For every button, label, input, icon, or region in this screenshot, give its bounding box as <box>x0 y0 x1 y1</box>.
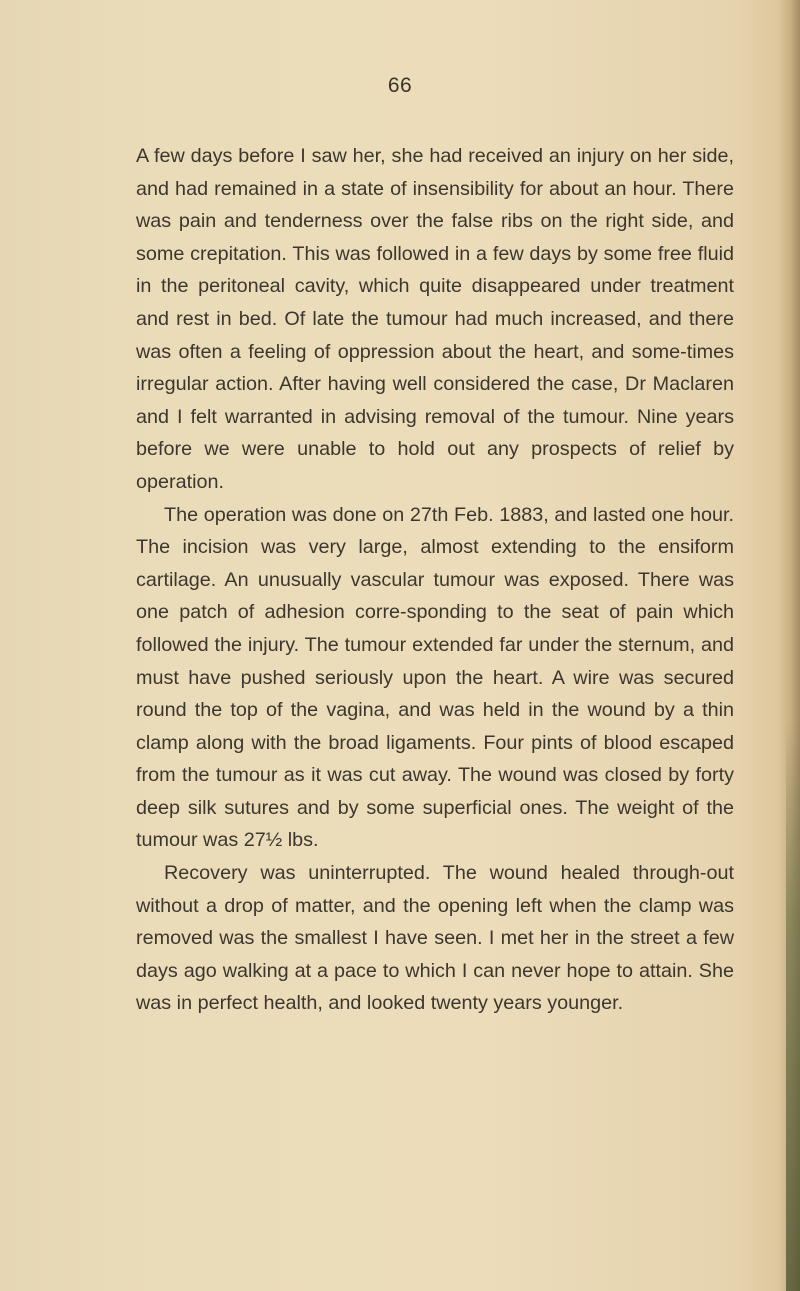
paragraph-1: A few days before I saw her, she had received an injury on her side, and had remained in a state of insensibility for about an hour. There was pain and tenderness over the false ribs on the right side, and some crepitation. This was followed in a few days by some free fluid in the peritoneal cavity, which quite disappeared under treatment and rest in bed. Of late the tumour had much increased, and there was often a feeling of oppression about the heart, and some-times irregular action. After having well considered the case, Dr Maclaren and I felt warranted in advising removal of the tumour. Nine years before we were unable to hold out any prospects of relief by operation. <box>136 145 734 493</box>
page-edge-stain <box>786 720 800 1291</box>
body-text <box>136 140 734 1020</box>
paragraph-2: The operation was done on 27th Feb. 1883, and lasted one hour. The incision was very large, almost extending to the ensiform cartilage. An unusually vascular tumour was exposed. There was one patch of adhesion corre-sponding to the seat of pain which followed the injury. The tumour extended far under the sternum, and must have pushed seriously upon the heart. A wire was secured round the top of the vagina, and was held in the wound by a thin clamp along with the broad ligaments. Four pints of blood escaped from the tumour as it was cut away. The wound was closed by forty deep silk sutures and by some superficial ones. The weight of the tumour was 27½ lbs. <box>136 503 734 852</box>
paragraph-3: Recovery was uninterrupted. The wound healed through-out without a drop of matter, and the opening left when the clamp was removed was the smallest I have seen. I met her in the street a few days ago walking at a pace to which I can never hope to attain. She was in perfect health, and looked twenty years younger. <box>136 862 734 1015</box>
page-number: 66 <box>387 74 413 97</box>
